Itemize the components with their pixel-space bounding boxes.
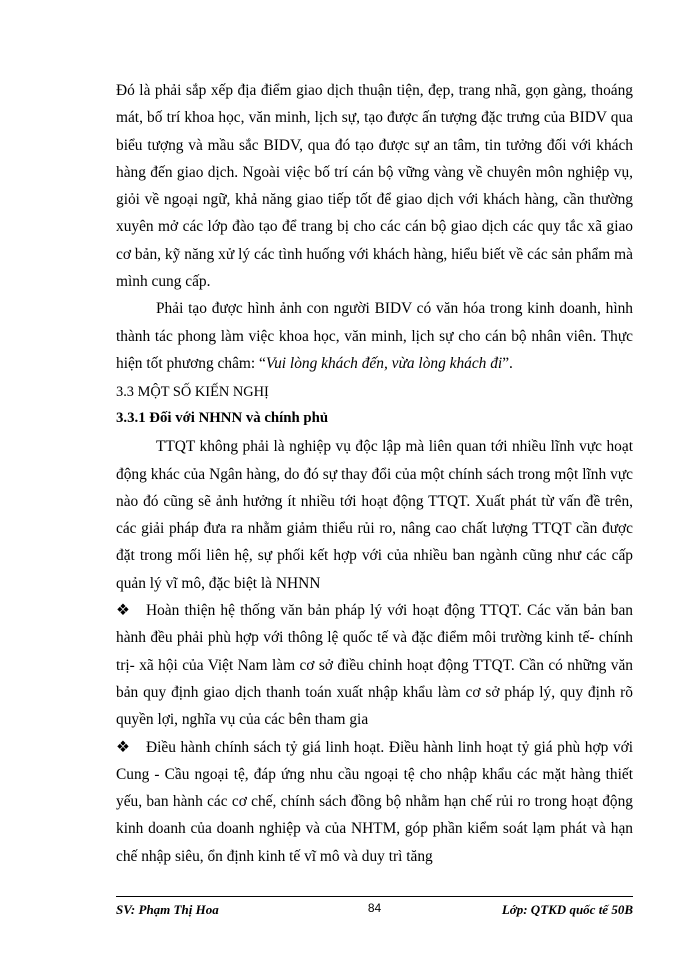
page-footer (116, 896, 633, 917)
paragraph-2-text: Phải tạo được hình ảnh con người BIDV có văn hóa trong kinh doanh, hình thành tác phong làm việc khoa học, văn minh, lịch sự cho cán bộ nhân viên. Thực hiện tốt phương châm: “ (116, 300, 633, 372)
paragraph-3: TTQT không phải là nghiệp vụ độc lập mà liên quan tới nhiều lĩnh vực hoạt động khác của Ngân hàng, do đó sự thay đổi của một chính sách trong một lĩnh vực nào đó cũng sẽ ảnh hưởng ít nhiều tới hoạt động TTQT. Xuất phát từ vấn đề trên, các giải pháp đưa ra nhằm giảm thiểu rủi ro, nâng cao chất lượng TTQT cần được đặt trong mối liên hệ, sự phối kết hợp với của nhiều ban ngành cũng như các cấp quản lý vĩ mô, đặc biệt là NHNN (116, 438, 633, 592)
paragraph-2 (116, 295, 633, 377)
diamond-bullet-icon: ❖ (116, 602, 130, 620)
paragraph-2-quote: Vui lòng khách đến, vừa lòng khách đi (265, 354, 503, 372)
page-body (116, 77, 633, 870)
bullet-item-1 (116, 597, 633, 733)
paragraph-2-end: ”. (502, 354, 513, 372)
heading-3-3-1: 3.3.1 Đối với NHNN và chính phủ (116, 410, 329, 427)
footer-class-name: Lớp: QTKD quốc tế 50B (501, 902, 633, 917)
bullet-item-1-text: Hoàn thiện hệ thống văn bản pháp lý với hoạt động TTQT. Các văn bản ban hành đều phải phù hợp với thông lệ quốc tế và đặc điểm môi trường kinh tế- chính trị- xã hội của Việt Nam làm cơ sở điều chỉnh hoạt động TTQT. Cần có những văn bản quy định giao dịch thanh toán xuất nhập khẩu làm cơ sở pháp lý, quy định rõ quyền lợi, nghĩa vụ của các bên tham gia (116, 602, 633, 729)
footer-student-name: SV: Phạm Thị Hoa (116, 902, 219, 917)
paragraph-1: Đó là phải sắp xếp địa điểm giao dịch thuận tiện, đẹp, trang nhã, gọn gàng, thoáng mát, bố trí khoa học, văn minh, lịch sự, tạo được ấn tượng đặc trưng của BIDV qua biểu tượng và mầu sắc BIDV, qua đó tạo được sự an tâm, tin tưởng đối với khách hàng đến giao dịch. Ngoài việc bố trí cán bộ vững vàng về chuyên môn nghiệp vụ, giỏi về ngoại ngữ, khả năng giao tiếp tốt để giao dịch với khách hàng, cần thường xuyên mở các lớp đào tạo để trang bị cho các cán bộ giao dịch các quy tắc xã giao cơ bản, kỹ năng xử lý các tình huống với khách hàng, hiểu biết về các sản phẩm mà mình cung cấp. (116, 82, 633, 291)
footer-page-number: 84 (367, 901, 382, 915)
heading-3-3: 3.3 MỘT SỐ KIẾN NGHỊ (116, 384, 269, 401)
diamond-bullet-icon: ❖ (116, 738, 130, 756)
bullet-item-2 (116, 734, 633, 870)
bullet-item-2-text: Điều hành chính sách tỷ giá linh hoạt. Điều hành linh hoạt tỷ giá phù hợp với Cung - Cầu ngoại tệ, đáp ứng nhu cầu ngoại tệ cho nhập khẩu các mặt hàng thiết yếu, ban hành các cơ chế, chính sách đồng bộ nhằm hạn chế rủi ro trong hoạt động kinh doanh của doanh nghiệp và của NHTM, góp phần kiểm soát lạm phát và hạn chế nhập siêu, ổn định kinh tế vĩ mô và duy trì tăng (116, 738, 633, 865)
